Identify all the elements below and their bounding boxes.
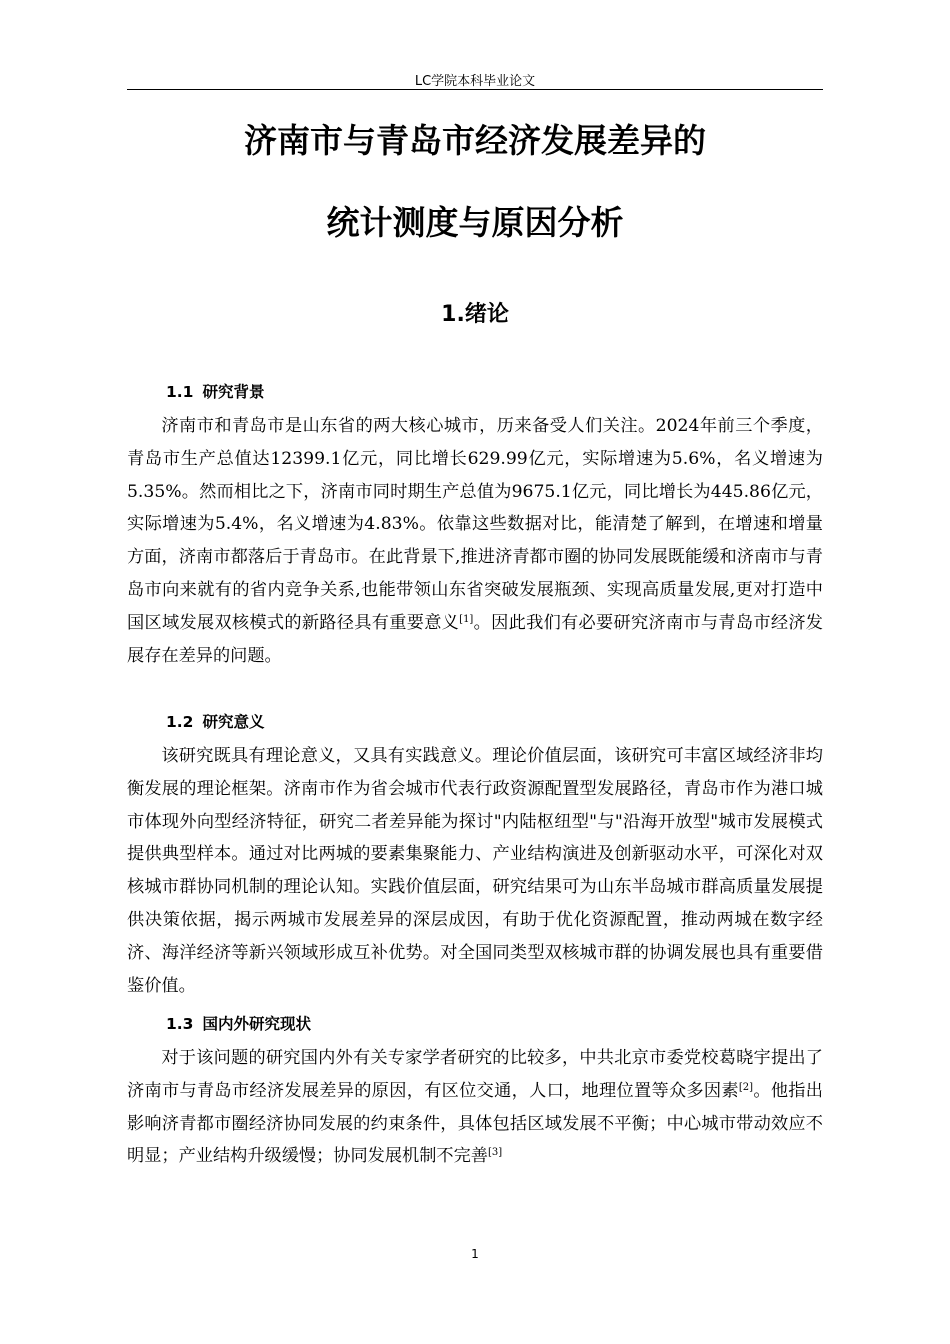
citation-ref: [2]: [738, 1081, 754, 1093]
thesis-title-line-1: 济南市与青岛市经济发展差异的: [244, 121, 706, 160]
paragraph-research-background: [127, 410, 823, 672]
paragraph-text: 。因此我们有必要研究济南市与青岛市经济发展存在差异的问题。: [127, 612, 823, 666]
citation-ref: [3]: [487, 1147, 503, 1159]
paragraph-research-significance: [127, 740, 823, 1002]
section-number: 1.3: [166, 1015, 194, 1033]
section-title: 研究意义: [202, 713, 265, 731]
section-heading-1-1: [166, 382, 264, 402]
paragraph-text: 。他指出影响济青都市圈经济协同发展的约束条件，具体包括区域发展不平衡；中心城市带动效应不明显；产业结构升级缓慢；协同发展机制不完善: [127, 1080, 823, 1167]
section-heading-1-2: [166, 712, 264, 732]
paragraph-text: 济南市和青岛市是山东省的两大核心城市，历来备受人们关注。2024年前三个季度，青岛市生产总值达12399.1亿元，同比增长629.99亿元，实际增速为5.6%，名义增速为5.35%。然而相比之下，济南市同时期生产总值为9675.1亿元，同比增长为445.86亿元，实际增速为5.4%，名义增速为4.83%。依靠这些数据对比，能清楚了解到，在增速和增量方面，济南市都落后于青岛市。在此背景下,推进济青都市圈的协同发展既能缓和济南市与青岛市向来就有的省内竞争关系,也能带领山东省突破发展瓶颈、实现高质量发展,更对打造中国区域发展双核模式的新路径具有重要意义: [127, 416, 823, 633]
section-title: 国内外研究现状: [202, 1015, 311, 1033]
running-header: LC学院本科毕业论文: [414, 74, 536, 89]
chapter-heading: 1.绪论: [441, 302, 509, 327]
section-title: 研究背景: [202, 383, 265, 401]
thesis-title-line-2: 统计测度与原因分析: [326, 203, 624, 242]
section-heading-1-3: [166, 1014, 311, 1034]
paragraph-text: 对于该问题的研究国内外有关专家学者研究的比较多，中共北京市委党校葛晓宇提出了济南市与青岛市经济发展差异的原因，有区位交通，人口，地理位置等众多因素: [127, 1048, 823, 1101]
paragraph-research-status: [127, 1042, 823, 1173]
section-number: 1.1: [166, 383, 194, 401]
paragraph-text: 该研究既具有理论意义，又具有实践意义。理论价值层面，该研究可丰富区域经济非均衡发展的理论框架。济南市作为省会城市代表行政资源配置型发展路径，青岛市作为港口城市体现外向型经济特征，研究二者差异能为探讨"内陆枢纽型"与"沿海开放型"城市发展模式提供典型样本。通过对比两城的要素集聚能力、产业结构演进及创新驱动水平，可深化对双核城市群协同机制的理论认知。实践价值层面，研究结果可为山东半岛城市群高质量发展提供决策依据，揭示两城市发展差异的深层成因，有助于优化资源配置，推动两城在数字经济、海洋经济等新兴领域形成互补优势。对全国同类型双核城市群的协调发展也具有重要借鉴价值。: [127, 746, 823, 996]
header-rule: [127, 89, 823, 90]
citation-ref: [1]: [459, 613, 474, 625]
page-number: 1: [471, 1247, 479, 1261]
section-number: 1.2: [166, 713, 194, 731]
